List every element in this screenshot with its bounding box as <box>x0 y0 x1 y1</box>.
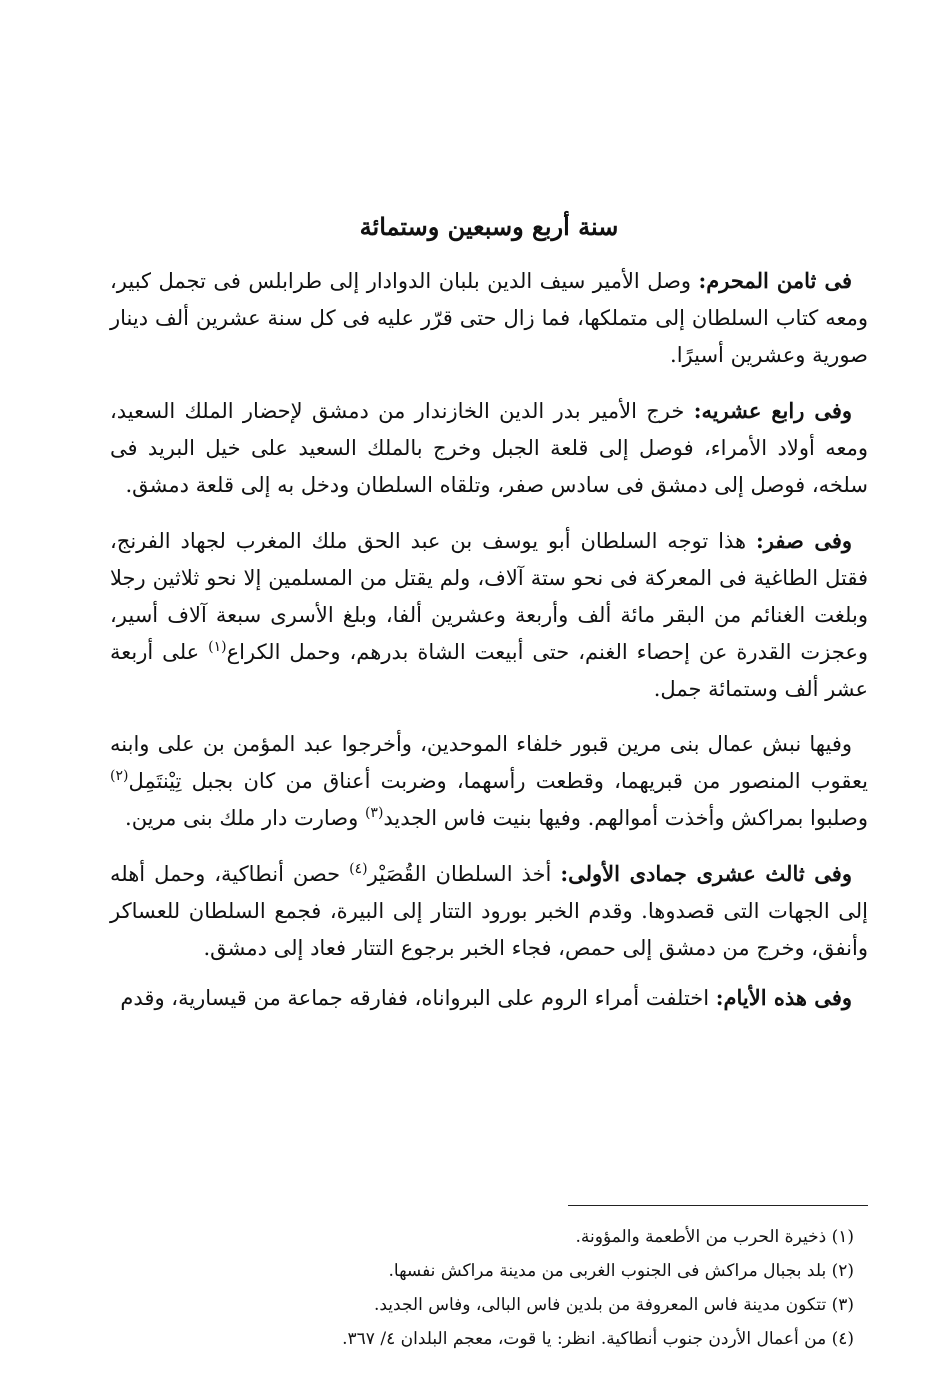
paragraph-lead: وفى ثالث عشرى جمادى الأولى: <box>560 861 852 886</box>
footnote-ref-1[interactable]: (١) <box>208 639 227 655</box>
paragraph-muharram <box>110 262 868 374</box>
paragraph-text: اختلفت أمراء الروم على البرواناه، ففارقه جماعة من قيسارية، وقدم <box>120 986 716 1010</box>
footnote-ref-3[interactable]: (٣) <box>364 805 384 821</box>
paragraph-text: على أربعة عشر ألف وستمائة جمل. <box>110 640 868 701</box>
paragraph-text: حصن أنطاكية، وحمل أهله إلى الجهات التى قصدوها. وقدم الخبر بورود التتار إلى البيرة، فجمع السلطان للعساكر وأنفق، وخرج من دمشق إلى حمص، فجاء الخبر برجوع التتار فعاد إلى دمشق. <box>110 862 868 960</box>
paragraph-rabi-ashrih <box>110 392 868 504</box>
paragraph-text: وصلبوا بمراكش وأخذت أموالهم. وفيها بنيت فاس الجديد <box>383 806 868 830</box>
paragraph-lead: وفى هذه الأيام: <box>715 985 852 1010</box>
paragraph-jumada <box>110 855 868 967</box>
paragraph-text: هذا توجه السلطان أبو يوسف بن عبد الحق ملك المغرب لجهاد الفرنج، فقتل الطاغية فى المعركة فى نحو ستة آلاف، ولم يقتل من المسلمين إلا نحو ثلاثين رجلا وبلغت الغنائم من البقر مائة ألف وأربعة وعشرين ألفا، وبلغ الأسرى سبعة آلاف أسير، وعجزت القدرة عن إحصاء الغنم، حتى أبيعت الشاة بدرهم، وحمل الكراع <box>110 529 869 664</box>
footnote-ref-4[interactable]: (٤) <box>349 861 368 877</box>
paragraph-lead: وفى رابع عشريه: <box>693 398 852 423</box>
paragraph-bani-marin <box>110 726 868 837</box>
footnote-1: (١) ذخيرة الحرب من الأطعمة والمؤونة. <box>575 1227 854 1247</box>
body-text <box>110 262 868 1035</box>
paragraph-text: خرج الأمير بدر الدين الخازندار من دمشق لإحضار الملك السعيد، ومعه أولاد الأمراء، فوصل إلى قلعة الجبل وخرج بالملك السعيد على خيل البريد فى سلخه، فوصل إلى دمشق فى سادس صفر، وتلقاه السلطان ودخل به إلى قلعة دمشق. <box>110 399 868 497</box>
footnote-3: (٣) تتكون مدينة فاس المعروفة من بلدين فاس البالى، وفاس الجديد. <box>373 1295 854 1315</box>
paragraph-text: وفيها نبش عمال بنى مرين قبور خلفاء الموحدين، وأخرجوا عبد المؤمن بن على وابنه يعقوب المنصور من قبريهما، وقطعت رأسهما، وضربت أعناق من كان بجبل تِيْنتَمِل <box>110 732 868 793</box>
chapter-title: سنة أربع وسبعين وستمائة <box>359 212 619 241</box>
book-page <box>110 0 868 1385</box>
footnote-ref-2[interactable]: (٢) <box>110 768 129 784</box>
footnote-divider <box>568 1205 868 1206</box>
footnote-2: (٢) بلد بجبال مراكش فى الجنوب الغربى من مدينة مراكش نفسها. <box>388 1261 854 1281</box>
paragraph-safar <box>110 522 868 708</box>
paragraph-text: وصارت دار ملك بنى مرين. <box>125 806 365 830</box>
footnote-4: (٤) من أعمال الأردن جنوب أنطاكية. انظر: يا قوت، معجم البلدان ٤/ ٣٦٧. <box>342 1329 854 1349</box>
paragraph-lead: فى ثامن المحرم: <box>698 268 852 293</box>
footnotes <box>110 1220 868 1356</box>
paragraph-these-days <box>110 979 868 1017</box>
paragraph-text: أخذ السلطان القُصَيْر <box>367 862 561 886</box>
paragraph-text: وصل الأمير سيف الدين بلبان الدوادار إلى طرابلس فى تجمل كبير، ومعه كتاب السلطان إلى متملكها، فما زال حتى قرّر عليه فى كل سنة عشرين ألف دينار صورية وعشرين أسيرًا. <box>110 269 868 367</box>
paragraph-lead: وفى صفر: <box>755 528 852 553</box>
